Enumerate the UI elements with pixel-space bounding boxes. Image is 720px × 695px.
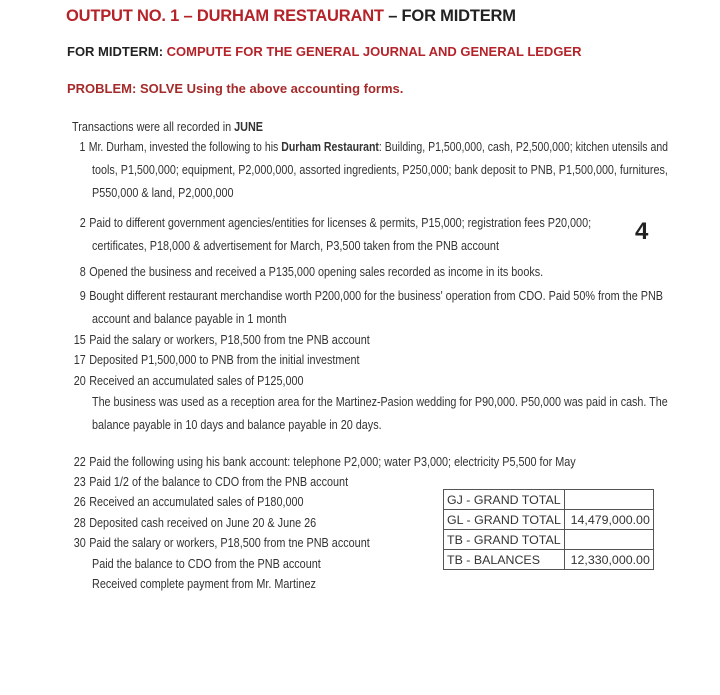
transaction-20-line-3: balance payable in 10 days and balance payable in 20 days. [92, 418, 382, 432]
intro-text: Transactions were all recorded in [72, 120, 235, 134]
day-number: 22 [73, 455, 86, 469]
totals-value: 12,330,000.00 [564, 550, 653, 570]
day-number: 20 [73, 374, 86, 388]
transaction-text: Received an accumulated sales of P125,000 [89, 374, 304, 388]
totals-value [564, 530, 653, 550]
page-title [66, 7, 516, 26]
totals-label: GJ - GRAND TOTAL [444, 490, 565, 510]
transaction-22-line-1 [72, 452, 576, 473]
intro-line [72, 117, 263, 138]
totals-value [564, 490, 653, 510]
transaction-2-line-1 [72, 213, 591, 234]
day-number: 9 [79, 289, 86, 303]
day-number: 28 [73, 516, 86, 530]
transaction-text: Paid 1/2 of the balance to CDO from the PNB account [89, 475, 349, 489]
transaction-9-line-2: account and balance payable in 1 month [92, 312, 287, 326]
day-number: 2 [79, 216, 86, 230]
transaction-text: Paid the salary or workers, P18,500 from tne PNB account [89, 333, 370, 347]
transaction-26-line-1 [72, 492, 304, 513]
transaction-28-line-1 [72, 513, 316, 534]
title-main: OUTPUT NO. 1 – DURHAM RESTAURANT [66, 7, 384, 25]
table-row [444, 490, 654, 510]
day-number: 8 [79, 265, 86, 279]
midterm-instruction [67, 44, 581, 59]
transaction-30-line-2: Paid the balance to CDO from the PNB account [92, 557, 321, 571]
transaction-text: Deposited cash received on June 20 & June 26 [89, 516, 317, 530]
transaction-1-line-2: tools, P1,500,000; equipment, P2,000,000, assorted ingredients, P250,000; bank deposit to PNB, P1,500,000, furnitures, [92, 163, 668, 177]
transaction-17-line-1 [72, 350, 360, 371]
day-number: 30 [73, 536, 86, 550]
problem-statement: PROBLEM: SOLVE Using the above accounting forms. [67, 81, 404, 96]
midterm-label: FOR MIDTERM: [67, 44, 164, 59]
table-row [444, 510, 654, 530]
transaction-1-line-3: P550,000 & land, P2,000,000 [92, 186, 234, 200]
transaction-text: Paid the salary or workers, P18,500 from tne PNB account [89, 536, 370, 550]
transaction-9-line-1 [72, 286, 663, 307]
day-number: 26 [73, 495, 86, 509]
table-row [444, 530, 654, 550]
transaction-23-line-1 [72, 472, 348, 493]
day-number: 23 [73, 475, 86, 489]
transaction-text: : Building, P1,500,000, cash, P2,500,000; kitchen utensils and [378, 140, 669, 154]
transaction-text: Bought different restaurant merchandise worth P200,000 for the business' operation from CDO. Paid 50% from the PNB [89, 289, 663, 303]
day-number: 15 [73, 333, 86, 347]
transaction-8-line-1 [72, 262, 543, 283]
transaction-text: Paid the following using his bank account: telephone P2,000; water P3,000; electricity P5,500 for May [89, 455, 576, 469]
totals-label: TB - GRAND TOTAL [444, 530, 565, 550]
day-number: 1 [79, 140, 86, 154]
title-suffix: – FOR MIDTERM [383, 7, 516, 25]
intro-month: JUNE [234, 120, 264, 134]
transaction-text: Received an accumulated sales of P180,000 [89, 495, 304, 509]
totals-label: GL - GRAND TOTAL [444, 510, 565, 530]
totals-label: TB - BALANCES [444, 550, 565, 570]
day-number: 17 [73, 353, 86, 367]
page-mark: 4 [635, 218, 649, 245]
transaction-15-line-1 [72, 330, 370, 351]
totals-table [443, 489, 654, 570]
transaction-text: Paid to different government agencies/entities for licenses & permits, P15,000; registration fees P20,000; [89, 216, 592, 230]
transaction-text: Opened the business and received a P135,000 opening sales recorded as income in its books. [89, 265, 544, 279]
transaction-30-line-3: Received complete payment from Mr. Martinez [92, 577, 316, 591]
transaction-30-line-1 [72, 533, 370, 554]
transaction-20-line-2: The business was used as a reception area for the Martinez-Pasion wedding for P90,000. P50,000 was paid in cash. The [92, 395, 668, 409]
totals-value: 14,479,000.00 [564, 510, 653, 530]
table-row [444, 550, 654, 570]
transaction-20-line-1 [72, 371, 304, 392]
transaction-text: Mr. Durham, invested the following to his [88, 140, 282, 154]
transaction-text: Deposited P1,500,000 to PNB from the initial investment [89, 353, 360, 367]
business-name: Durham Restaurant [281, 140, 379, 154]
transaction-2-line-2: certificates, P18,000 & advertisement for March, P3,500 taken from the PNB account [92, 239, 499, 253]
midterm-text: COMPUTE FOR THE GENERAL JOURNAL AND GENERAL LEDGER [163, 44, 582, 59]
transaction-1-line-1 [72, 137, 668, 158]
